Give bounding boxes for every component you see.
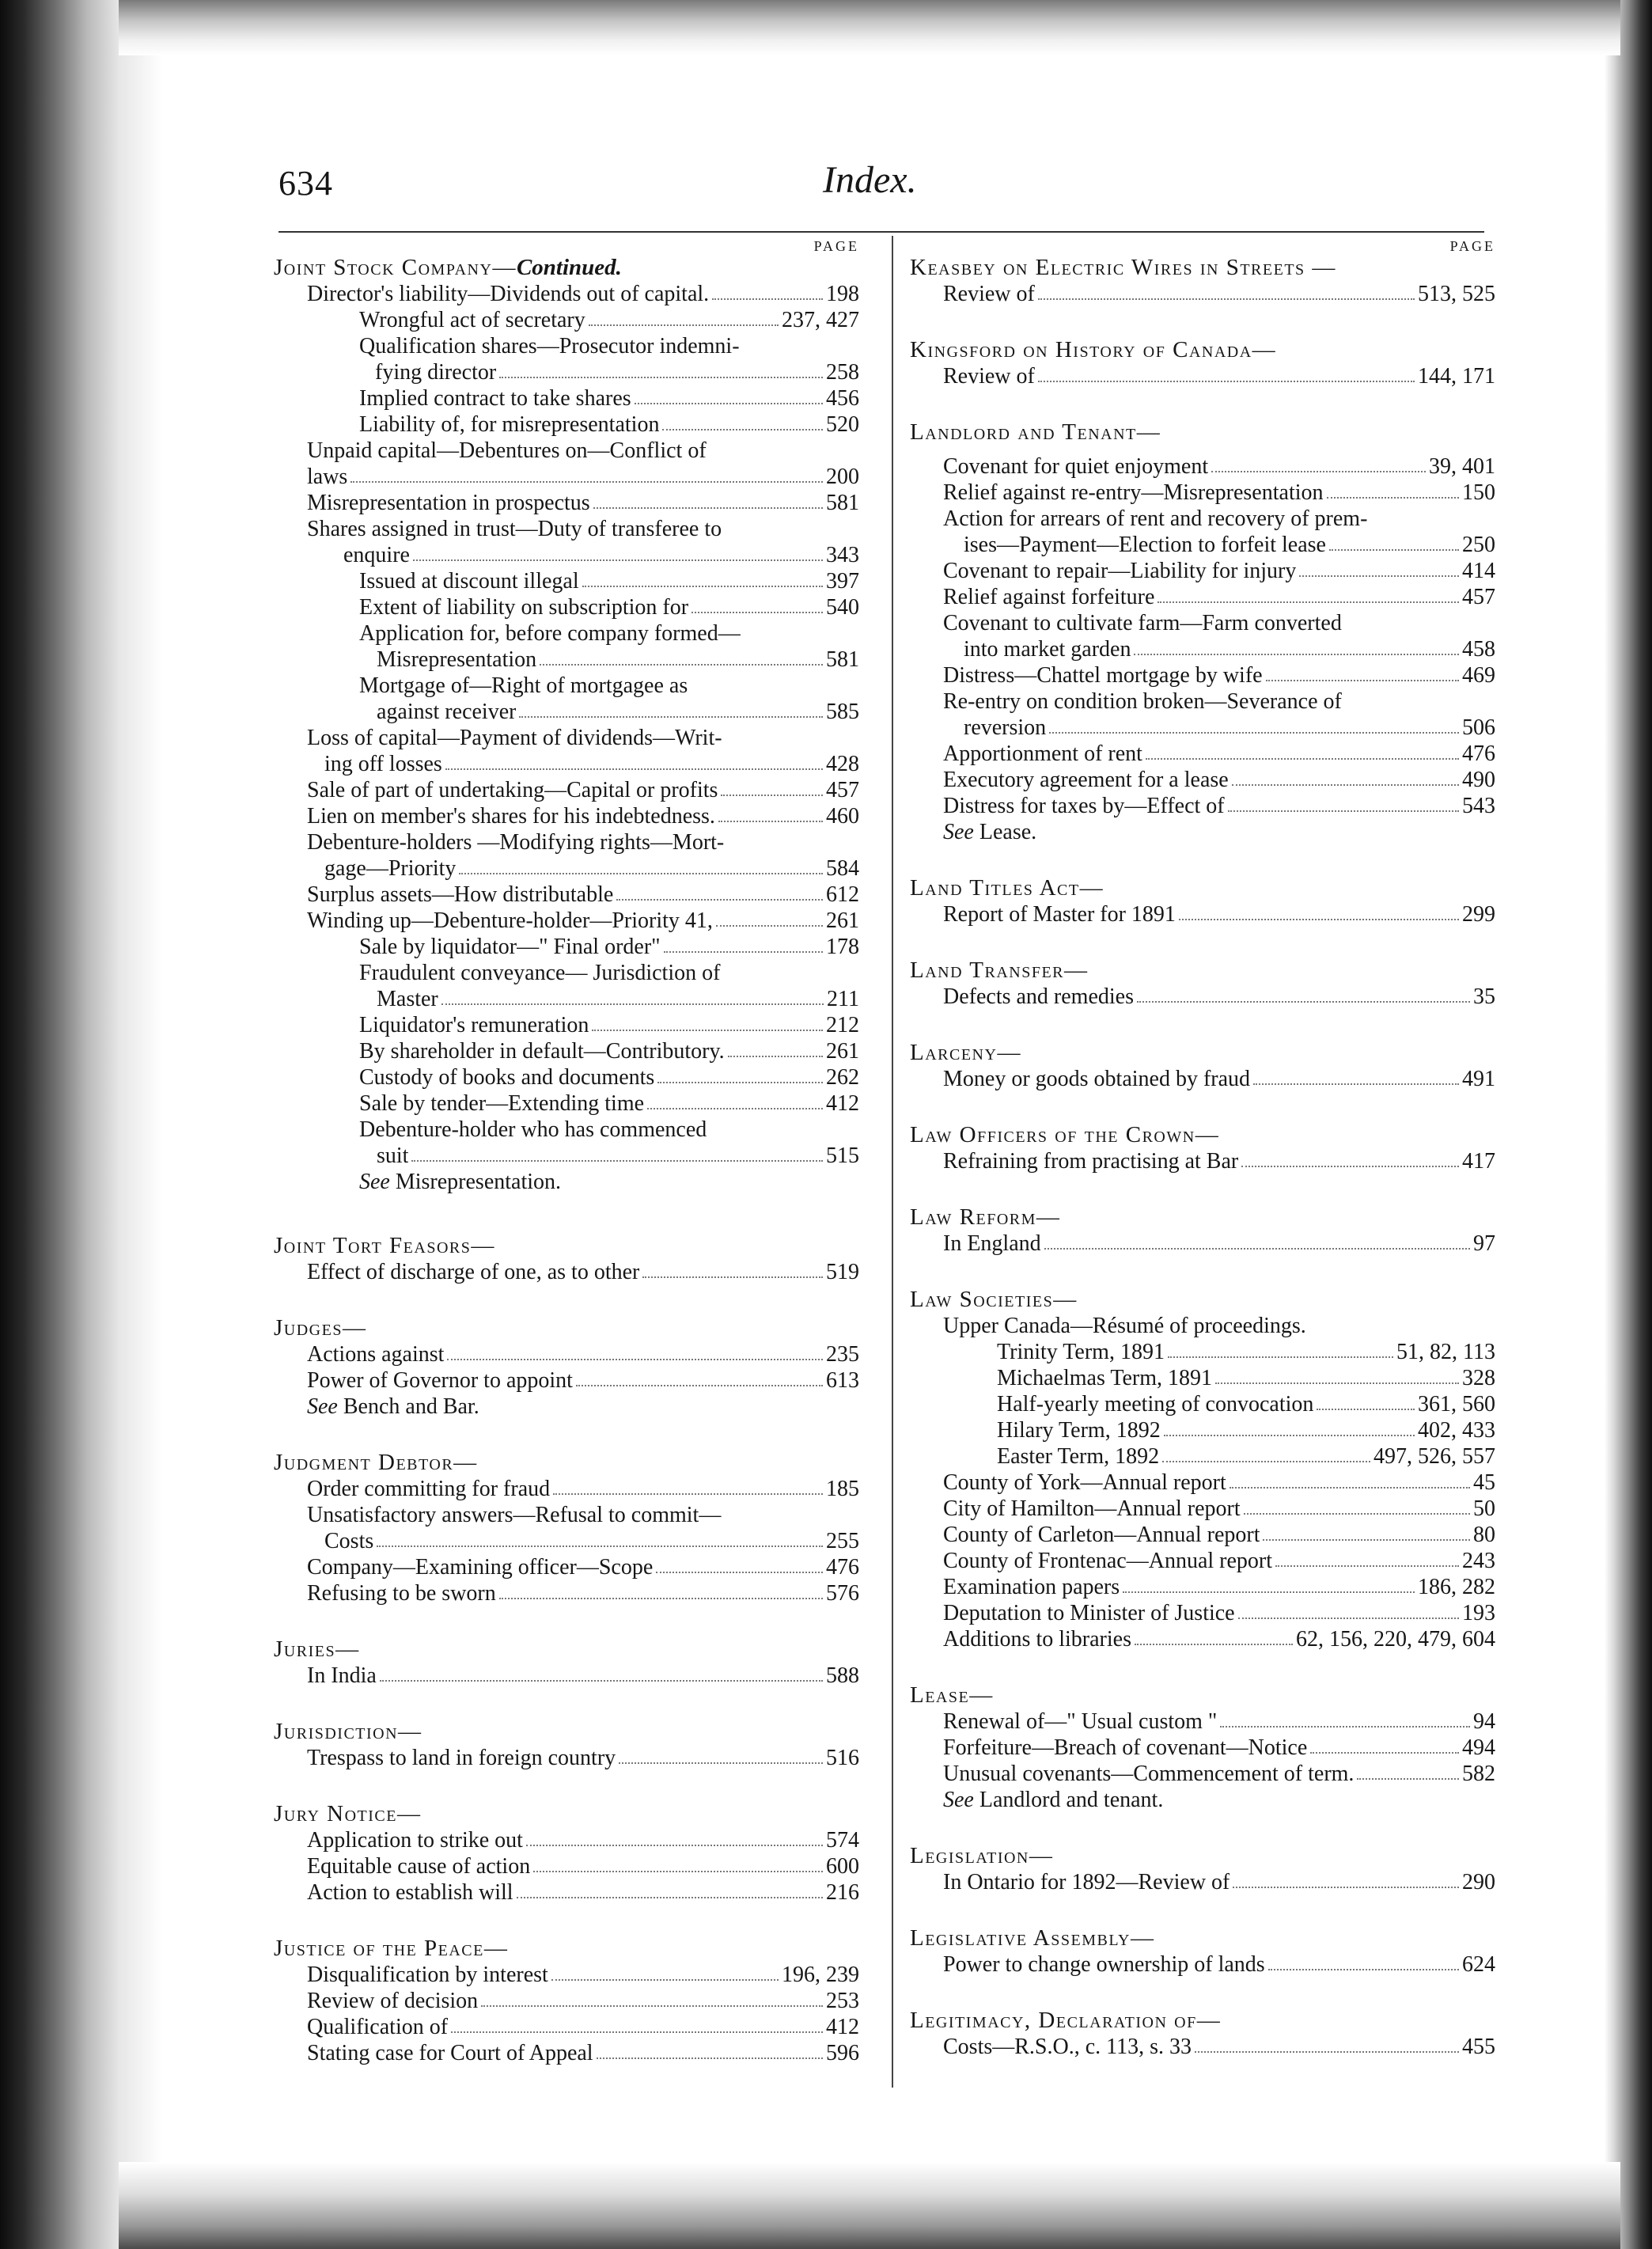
index-entry: Actions against 235	[307, 1342, 859, 1367]
index-entry: Upper Canada—Résumé of proceedings.	[943, 1314, 1306, 1338]
index-entry: Deputation to Minister of Justice 193	[943, 1601, 1495, 1625]
index-entry: Application for, before company formed—	[359, 621, 741, 646]
index-entry: In India 588	[307, 1663, 859, 1688]
see-also: See Lease.	[943, 820, 1037, 844]
index-entry: Report of Master for 1891 299	[943, 902, 1495, 927]
index-entry: Power of Governor to appoint 613	[307, 1368, 859, 1393]
index-entry: Stating case for Court of Appeal 596	[307, 2041, 859, 2065]
index-heading: Jurisdiction—	[274, 1719, 422, 1744]
index-heading: Joint Stock Company—Continued.	[274, 255, 622, 280]
index-heading: Joint Tort Feasors—	[274, 1233, 495, 1258]
index-entry: fying director 258	[375, 360, 859, 385]
index-entry: Additions to libraries 62, 156, 220, 479, 604	[943, 1627, 1495, 1652]
index-entry: Costs 255	[324, 1529, 859, 1553]
index-entry: By shareholder in default—Contributory. 261	[359, 1039, 859, 1064]
index-entry: Costs—R.S.O., c. 113, s. 33 455	[943, 2035, 1495, 2059]
index-entry: Sale by tender—Extending time 412	[359, 1091, 859, 1116]
page-edge-shadow	[1605, 0, 1652, 2249]
index-entry: County of Carleton—Annual report 80	[943, 1523, 1495, 1547]
index-entry: Extent of liability on subscription for 540	[359, 595, 859, 620]
index-heading: Legislative Assembly—	[910, 1925, 1155, 1951]
index-entry: Director's liability—Dividends out of capital. 198	[307, 282, 859, 306]
index-entry: Review of decision 253	[307, 1989, 859, 2013]
index-entry: Relief against forfeiture 457	[943, 585, 1495, 609]
index-entry: Qualification shares—Prosecutor indemni-	[359, 334, 740, 358]
index-entry: laws 200	[307, 465, 859, 489]
index-heading: Jury Notice—	[274, 1801, 422, 1826]
index-entry: Company—Examining officer—Scope 476	[307, 1555, 859, 1580]
index-entry: Relief against re-entry—Misrepresentation 150	[943, 480, 1495, 505]
index-entry: Trinity Term, 1891 51, 82, 113	[997, 1340, 1495, 1364]
index-heading: Legislation—	[910, 1843, 1054, 1868]
index-entry: Distress for taxes by—Effect of 543	[943, 794, 1495, 818]
page-column-label: PAGE	[1449, 238, 1495, 254]
index-entry: Winding up—Debenture-holder—Priority 41, 261	[307, 908, 859, 933]
index-entry: Apportionment of rent 476	[943, 741, 1495, 766]
index-entry: Covenant for quiet enjoyment 39, 401	[943, 454, 1495, 479]
index-entry: against receiver 585	[377, 700, 859, 724]
index-entry: Unsatisfactory answers—Refusal to commit—	[307, 1503, 722, 1527]
index-entry: Effect of discharge of one, as to other 519	[307, 1260, 859, 1284]
index-heading: Juries—	[274, 1636, 360, 1662]
index-heading: Landlord and Tenant—	[910, 419, 1161, 445]
index-entry: Misrepresentation in prospectus 581	[307, 491, 859, 515]
index-entry: Defects and remedies 35	[943, 984, 1495, 1009]
see-also: See Bench and Bar.	[307, 1394, 479, 1419]
index-entry: Sale by liquidator—" Final order" 178	[359, 935, 859, 959]
index-heading: Land Titles Act—	[910, 875, 1104, 901]
index-entry: reversion 506	[964, 715, 1495, 740]
index-entry: Implied contract to take shares 456	[359, 386, 859, 411]
index-heading: Larceny—	[910, 1040, 1021, 1065]
index-entry: County of Frontenac—Annual report 243	[943, 1549, 1495, 1573]
index-entry: Surplus assets—How distributable 612	[307, 882, 859, 907]
index-entry: Renewal of—" Usual custom " 94	[943, 1709, 1495, 1734]
index-entry: suit 515	[377, 1143, 859, 1168]
index-entry: In England 97	[943, 1231, 1495, 1256]
index-entry: Liquidator's remuneration 212	[359, 1013, 859, 1037]
index-entry: Equitable cause of action 600	[307, 1854, 859, 1879]
index-entry: In Ontario for 1892—Review of 290	[943, 1870, 1495, 1894]
index-entry: Disqualification by interest 196, 239	[307, 1963, 859, 1987]
left-column	[274, 237, 859, 2066]
index-entry: Refusing to be sworn 576	[307, 1581, 859, 1606]
index-entry: Trespass to land in foreign country 516	[307, 1746, 859, 1770]
index-heading: Law Societies—	[910, 1287, 1078, 1312]
index-heading: Judges—	[274, 1315, 367, 1341]
index-entry: Examination papers 186, 282	[943, 1575, 1495, 1599]
see-also: See Landlord and tenant.	[943, 1788, 1164, 1812]
index-heading: Legitimacy, Declaration of—	[910, 2008, 1222, 2033]
index-entry: Half-yearly meeting of convocation 361, 560	[997, 1392, 1495, 1417]
header-rule	[278, 231, 1484, 233]
index-entry: ises—Payment—Election to forfeit lease 250	[964, 533, 1495, 557]
index-entry: Mortgage of—Right of mortgagee as	[359, 673, 688, 698]
index-entry: Qualification of 412	[307, 2015, 859, 2039]
column-divider	[892, 236, 893, 2088]
index-entry: Liability of, for misrepresentation 520	[359, 412, 859, 437]
index-heading: Kingsford on History of Canada—	[910, 337, 1277, 362]
index-heading: Land Transfer—	[910, 958, 1089, 983]
index-entry: into market garden 458	[964, 637, 1495, 662]
index-entry: Misrepresentation 581	[377, 647, 859, 672]
index-entry: Debenture-holder who has commenced	[359, 1117, 707, 1142]
index-entry: Refraining from practising at Bar 417	[943, 1149, 1495, 1174]
index-entry: Application to strike out 574	[307, 1828, 859, 1853]
index-entry: Fraudulent conveyance— Jurisdiction of	[359, 961, 721, 985]
running-head: Index.	[823, 159, 917, 201]
index-heading: Law Reform—	[910, 1204, 1061, 1230]
index-entry: County of York—Annual report 45	[943, 1470, 1495, 1495]
index-entry: Forfeiture—Breach of covenant—Notice 494	[943, 1735, 1495, 1760]
index-entry: Lien on member's shares for his indebtedness. 460	[307, 804, 859, 829]
index-heading: Judgment Debtor—	[274, 1450, 478, 1475]
book-spine-shadow	[0, 0, 162, 2249]
index-entry: Action for arrears of rent and recovery of prem-	[943, 506, 1368, 531]
bottom-edge-shadow	[119, 2162, 1620, 2249]
index-heading: Keasbey on Electric Wires in Streets —	[910, 255, 1336, 280]
index-entry: Wrongful act of secretary 237, 427	[359, 308, 859, 332]
index-entry: Power to change ownership of lands 624	[943, 1952, 1495, 1977]
index-entry: City of Hamilton—Annual report 50	[943, 1496, 1495, 1521]
index-heading: Law Officers of the Crown—	[910, 1122, 1220, 1147]
see-also: See Misrepresentation.	[359, 1170, 562, 1194]
index-entry: Issued at discount illegal 397	[359, 569, 859, 594]
page-column-label: PAGE	[813, 238, 859, 254]
index-entry: Order committing for fraud 185	[307, 1477, 859, 1501]
index-entry: Action to establish will 216	[307, 1880, 859, 1905]
index-entry: Review of 144, 171	[943, 364, 1495, 389]
index-entry: Master 211	[377, 987, 859, 1011]
index-entry: Michaelmas Term, 1891 328	[997, 1366, 1495, 1390]
index-entry: Covenant to repair—Liability for injury 414	[943, 559, 1495, 583]
index-entry: ing off losses 428	[324, 752, 859, 776]
index-entry: enquire 343	[343, 543, 859, 567]
index-entry: Sale of part of undertaking—Capital or profits 457	[307, 778, 859, 802]
top-edge-shadow	[119, 0, 1620, 55]
index-entry: Covenant to cultivate farm—Farm converted	[943, 611, 1342, 635]
index-entry: gage—Priority 584	[324, 856, 859, 881]
index-heading: Lease—	[910, 1682, 994, 1708]
index-entry: Review of 513, 525	[943, 282, 1495, 306]
index-entry: Custody of books and documents 262	[359, 1065, 859, 1090]
index-entry: Unpaid capital—Debentures on—Conflict of	[307, 438, 707, 463]
right-column	[910, 237, 1495, 2060]
index-heading: Justice of the Peace—	[274, 1936, 509, 1961]
index-entry: Easter Term, 1892 497, 526, 557	[997, 1444, 1495, 1469]
index-entry: Unusual covenants—Commencement of term. 582	[943, 1762, 1495, 1786]
index-entry: Re-entry on condition broken—Severance of	[943, 689, 1342, 714]
page-number: 634	[278, 164, 333, 203]
index-entry: Distress—Chattel mortgage by wife 469	[943, 663, 1495, 688]
index-entry: Money or goods obtained by fraud 491	[943, 1067, 1495, 1091]
index-entry: Debenture-holders —Modifying rights—Mort-	[307, 830, 725, 855]
index-entry: Executory agreement for a lease 490	[943, 768, 1495, 792]
index-entry: Hilary Term, 1892 402, 433	[997, 1418, 1495, 1443]
index-entry: Loss of capital—Payment of dividends—Writ-	[307, 726, 722, 750]
index-entry: Shares assigned in trust—Duty of transferee to	[307, 517, 722, 541]
